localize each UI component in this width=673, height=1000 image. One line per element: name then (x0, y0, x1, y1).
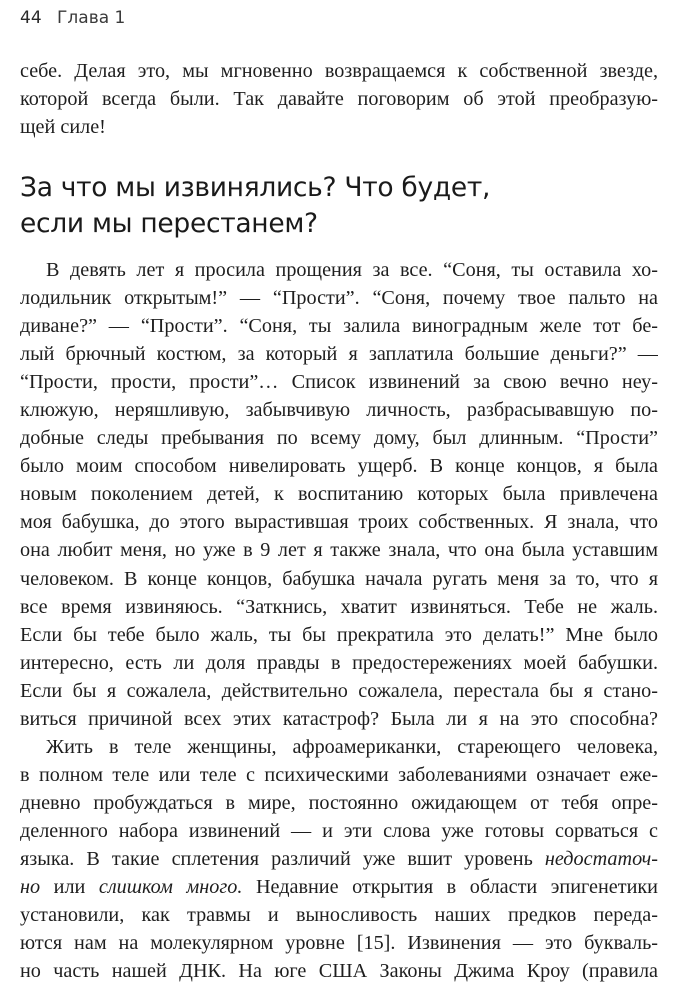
text-line: моя бабушка, до этого вырастившая троих собственных. Я знала, что (20, 511, 658, 534)
text-line: добные следы пребывания по всему дому, был длинным. “Прости” (20, 427, 658, 450)
heading-line: За что мы извинялись? Что будет, (20, 172, 491, 203)
text-run: или (40, 876, 99, 899)
text-line: человеком. В конце концов, бабушка начала ругать меня за то, что я (20, 567, 658, 590)
text-line: диване?” — “Прости”. “Соня, ты залила виноградным желе тот бе- (20, 315, 658, 338)
text-line: ются нам на молекулярном уровне [15]. Извинения — это букваль- (20, 932, 658, 955)
emphasis-text: слишком много. (98, 876, 243, 899)
text-line: лодильник открытым!” — “Прости”. “Соня, почему твое пальто на (20, 287, 658, 310)
intro-paragraph (20, 57, 658, 141)
text-line: она любит меня, но уже в 9 лет я также знала, что она была уставшим (20, 539, 658, 562)
text-run: языка. В такие сплетения различий уже вшит уровень (20, 847, 545, 870)
text-line: новым поколением детей, к воспитанию которых была привлечена (20, 483, 658, 506)
emphasis-text: но (20, 876, 41, 899)
text-line: деленного набора извинений — и эти слова уже готовы сорваться с (20, 819, 658, 842)
heading-line: если мы перестанем? (20, 208, 318, 239)
text-line: в полном теле или теле с психическими заболеваниями означает еже- (20, 763, 658, 786)
emphasis-text: недостаточ- (544, 847, 658, 870)
text-line (20, 845, 658, 873)
text-line: которой всегда были. Так давайте поговорим об этой преобразую- (20, 88, 658, 111)
text-line: “Прости, прости, прости”… Список извинений за свою вечно неу- (20, 371, 658, 394)
text-line: лый брючный костюм, за который я заплатила большие деньги?” — (20, 343, 658, 366)
text-line: но часть нашей ДНК. На юге США Законы Джима Кроу (правила (20, 960, 658, 983)
text-line: установили, как травмы и выносливость наших предков переда- (20, 904, 658, 927)
text-line: клюжую, неряшливую, забывчивую личность, разбрасывавшую по- (20, 399, 658, 422)
section-heading (20, 170, 660, 242)
text-line: Жить в теле женщины, афроамериканки, стареющего человека, (46, 735, 658, 758)
text-line: Если бы я сожалела, действительно сожалела, перестала бы я стано- (20, 679, 658, 702)
text-line: Если бы тебе было жаль, ты бы прекратила это делать!” Мне было (20, 623, 658, 646)
text-line: щей силе! (20, 116, 106, 139)
text-line: интересно, есть ли доля правды в предостережениях моей бабушки. (20, 651, 658, 674)
text-line: В девять лет я просила прощения за все. “Соня, ты оставила хо- (46, 259, 658, 281)
text-line (20, 873, 658, 901)
body-text (20, 256, 658, 985)
text-line: было моим способом нивелировать ущерб. В конце концов, я была (20, 455, 658, 478)
text-line: дневно пробуждаться в мире, постоянно ожидающем от тебя опре- (20, 791, 658, 814)
page-number: 44 (20, 8, 42, 28)
running-head (20, 8, 125, 28)
text-line: все время извиняюсь. “Заткнись, хватит извиняться. Тебе не жаль. (20, 595, 658, 618)
chapter-label: Глава 1 (57, 8, 126, 28)
text-run: Недавние открытия в области эпигенетики (242, 876, 658, 899)
text-line: виться причиной всех этих катастроф? Была ли я на это способна? (20, 707, 658, 730)
text-line: себе. Делая это, мы мгновенно возвращаемся к собственной звезде, (20, 60, 658, 82)
